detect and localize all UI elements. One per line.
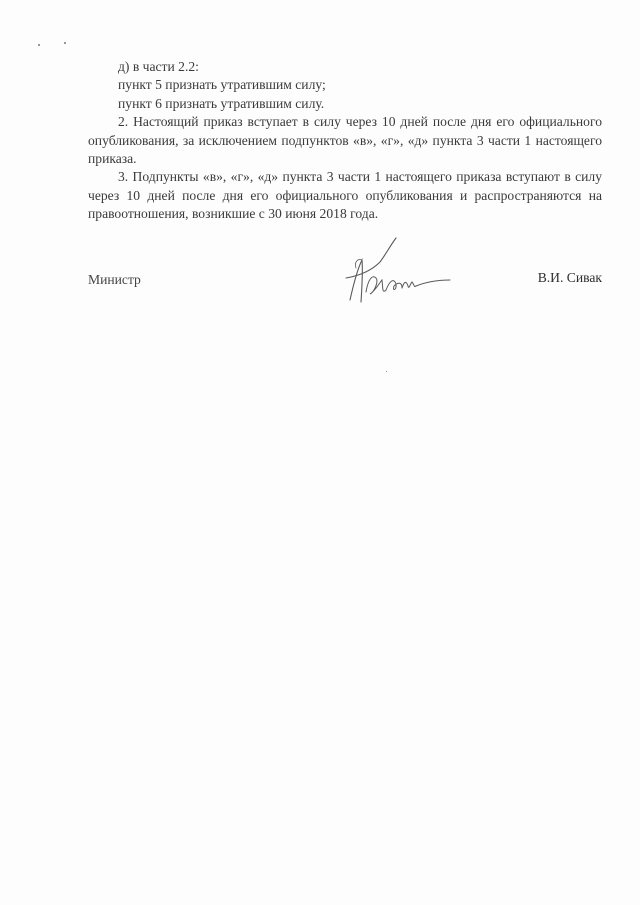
scan-speck	[38, 44, 40, 46]
signature-block	[88, 266, 602, 326]
paragraph-point-5: пункт 5 признать утратившим силу;	[118, 77, 326, 93]
handwritten-signature	[336, 232, 456, 308]
scan-speck	[64, 42, 66, 44]
scan-speck	[386, 371, 387, 372]
paragraph-clause-2: 2. Настоящий приказ вступает в силу через 10 дней после дня его официального опубликования, за исключением подпунктов «в», «г», «д» пункта 3 части 1 настоящего приказа.	[88, 114, 602, 167]
paragraph-subitem-d: д) в части 2.2:	[118, 59, 199, 74]
signer-position: Министр	[88, 272, 141, 287]
document-body	[88, 58, 602, 224]
paragraph-point-6: пункт 6 признать утратившим силу.	[118, 95, 325, 111]
scan-artifacts	[36, 40, 76, 48]
paragraph-clause-3: 3. Подпункты «в», «г», «д» пункта 3 части 1 настоящего приказа вступают в силу через 10 дней после дня его официального опубликования и распространяются на правоотношения, возникшие с 30 июня 2018 года.	[88, 169, 602, 222]
signer-name: В.И. Сивак	[537, 270, 602, 285]
